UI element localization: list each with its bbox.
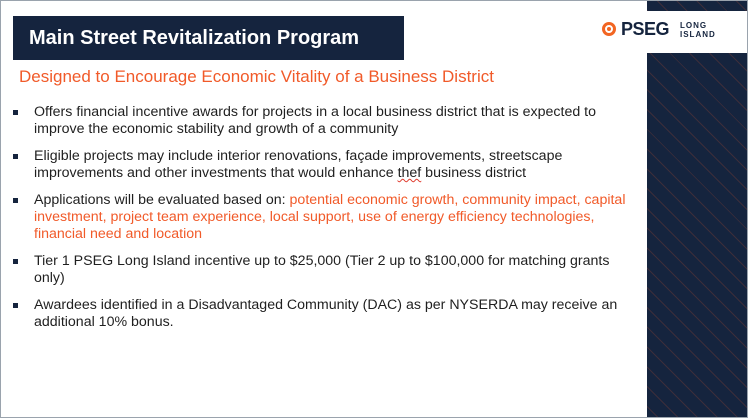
bullet-text: Eligible projects may include interior renovations, façade improvements, streetscape improvements and other investments that would enhance: [34, 148, 563, 181]
title-bar: [13, 16, 404, 60]
bullet-text: Tier 1 PSEG Long Island incentive up to $25,000 (Tier 2 up to $100,000 for matching grants only): [34, 253, 610, 286]
bullet-item: [13, 297, 638, 331]
bullet-marker: [13, 198, 18, 203]
bullet-marker: [13, 259, 18, 264]
bullet-item: [13, 148, 638, 182]
bullet-marker: [13, 110, 18, 115]
misspelled-word[interactable]: thef: [397, 165, 422, 181]
evaluation-criteria: potential economic growth, community impact, capital investment, project team experience, local support, use of energy efficiency technologies, financial need and location: [34, 192, 626, 242]
bullet-item: [13, 253, 638, 287]
decorative-side-panel: [647, 1, 747, 417]
bullet-marker: [13, 154, 18, 159]
bullet-marker: [13, 303, 18, 308]
bullet-text: Applications will be evaluated based on:: [34, 192, 290, 208]
bullet-text-end: business district: [421, 165, 527, 181]
bullet-text: Offers financial incentive awards for projects in a local business district that is expected to improve the economic stability and growth of a community: [34, 104, 596, 137]
bullet-list: [13, 104, 638, 341]
logo-subtext: LONG ISLAND: [680, 21, 716, 39]
bullet-item: [13, 192, 638, 243]
bullet-item: [13, 104, 638, 138]
logo-brand: PSEG: [621, 19, 670, 39]
slide-title: Main Street Revitalization Program: [29, 27, 360, 49]
pseg-logo: [591, 11, 747, 53]
sun-icon: [602, 22, 616, 36]
bullet-text: Awardees identified in a Disadvantaged Community (DAC) as per NYSERDA may receive an additional 10% bonus.: [34, 297, 618, 330]
slide-subtitle: Designed to Encourage Economic Vitality of a Business District: [19, 67, 494, 86]
